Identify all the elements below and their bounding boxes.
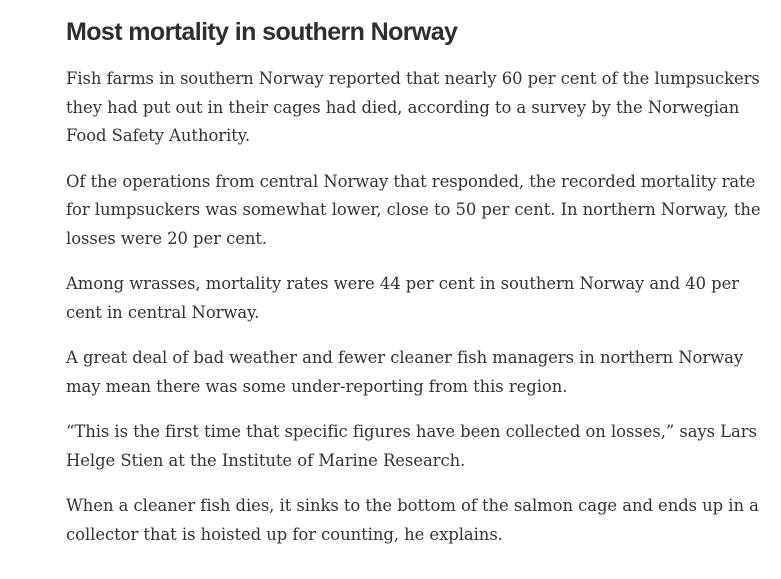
paragraph: Of the operations from central Norway that responded, the recorded mortality rate for lumpsuckers was somewhat lower, close to 50 per cent. In northern Norway, the losses were 20 per cent. xyxy=(66,171,761,248)
paragraph: Among wrasses, mortality rates were 44 per cent in southern Norway and 40 per cent in central Norway. xyxy=(66,274,740,322)
article-body xyxy=(66,14,766,566)
paragraph: Fish farms in southern Norway reported that nearly 60 per cent of the lumpsuckers they had put out in their cages had died, according to a survey by the Norwegian Food Safety Authority. xyxy=(66,69,760,145)
paragraph: A great deal of bad weather and fewer cleaner fish managers in northern Norway may mean there was some under-reporting from this region. xyxy=(66,348,744,396)
section-heading: Most mortality in southern Norway xyxy=(66,18,458,46)
paragraph: When a cleaner fish dies, it sinks to the bottom of the salmon cage and ends up in a collector that is hoisted up for counting, he explains. xyxy=(66,496,759,544)
paragraph-quote: “This is the first time that specific figures have been collected on losses,” says Lars Helge Stien at the Institute of Marine Research. xyxy=(66,422,757,470)
